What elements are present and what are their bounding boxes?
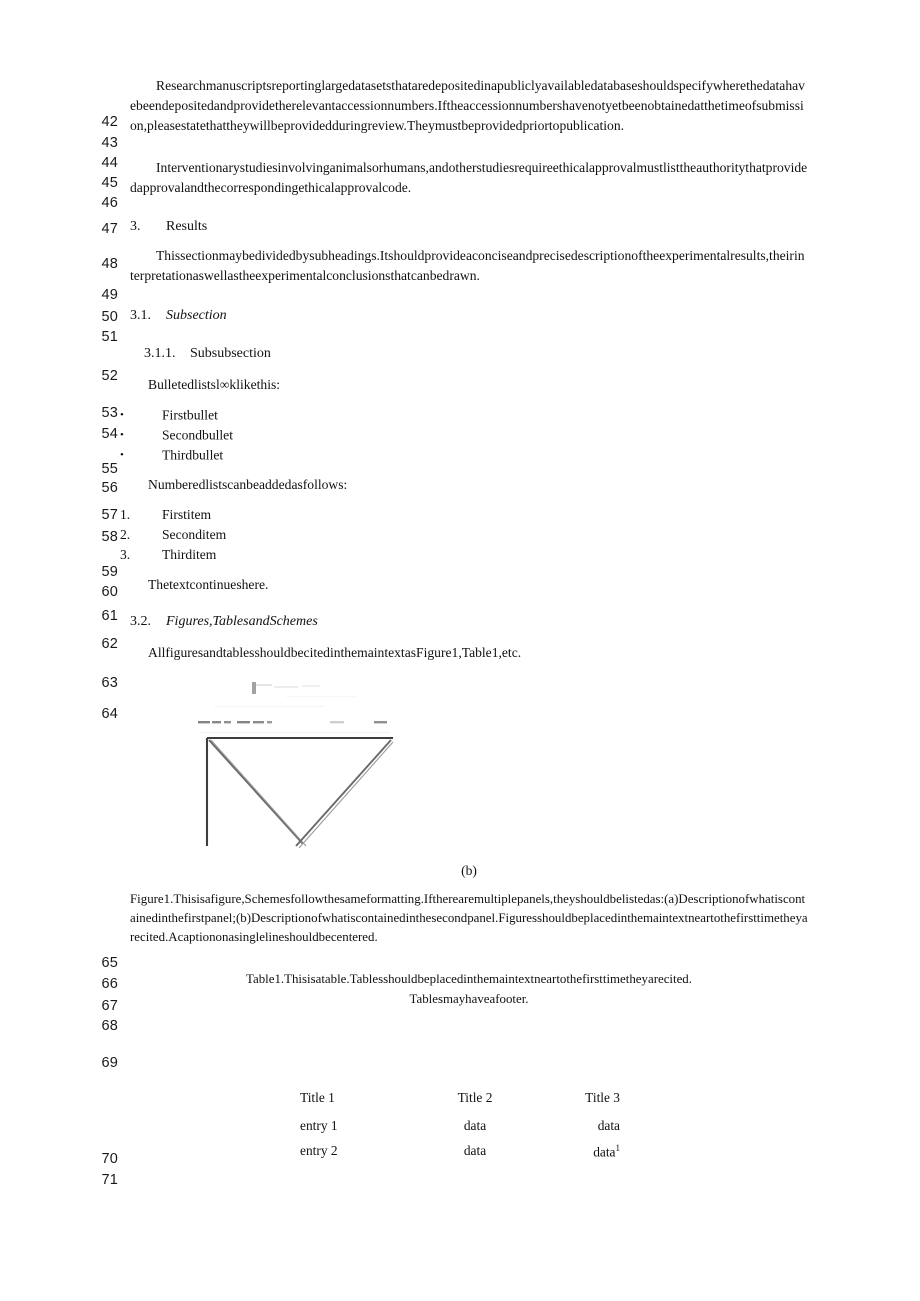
table-footnote-marker: 1 xyxy=(615,1143,620,1153)
number-marker: 1. xyxy=(120,507,131,522)
line-number: 43 xyxy=(101,135,118,151)
line-number: 69 xyxy=(101,1055,118,1071)
table-row xyxy=(300,1137,620,1163)
line-number: 53 xyxy=(101,405,118,421)
table-row xyxy=(300,1114,620,1137)
heading-subsubsection-number: 3.1.1. xyxy=(144,346,176,361)
line-number: 62 xyxy=(101,636,118,652)
line-number: 54 xyxy=(101,426,118,442)
table-cell-entry: entry 2 xyxy=(300,1142,338,1158)
paragraph-figure-citation: AllfiguresandtablesshouldbecitedinthemaintextasFigure1,Table1,etc. xyxy=(148,645,522,660)
table-cell-data: data xyxy=(463,1142,487,1158)
line-number: 70 xyxy=(101,1151,118,1167)
list-item xyxy=(120,525,226,545)
table-cell-data xyxy=(530,1137,620,1163)
figure-panel-label: (b) xyxy=(461,863,477,878)
list-item xyxy=(120,545,216,565)
line-number: 59 xyxy=(101,564,118,580)
list-item-label: Secondbullet xyxy=(162,427,233,443)
list-item xyxy=(120,505,211,525)
table-header-title-3: Title 3 xyxy=(585,1090,620,1105)
line-number: 71 xyxy=(101,1172,118,1188)
heading-figures-number: 3.2. xyxy=(130,614,151,629)
list-item xyxy=(120,405,218,426)
bulleted-list-lead: Bulletedlistsl∞klikethis: xyxy=(148,377,281,392)
figure-faint-title-artifact xyxy=(252,682,320,694)
line-number: 58 xyxy=(101,529,118,545)
line-number: 51 xyxy=(101,329,118,345)
figure-line-drawing xyxy=(190,676,410,854)
paragraph-text-continues: Thetextcontinueshere. xyxy=(148,577,269,592)
table-header-title-2: Title 2 xyxy=(457,1090,493,1105)
table-header-title-1: Title 1 xyxy=(300,1090,335,1105)
paragraph-data-deposit: Researchmanuscriptsreportinglargedatasetsthataredepositedinapubliclyavailabledatabaseshouldspecifywherethedatahavebeendepositedandprovidetherelevantaccessionnumbers.Iftheaccessionnumbershavenotyetbeenobtainedatthetimeofsubmission,pleasestatethattheywillbeprovidedduringreview.Theymustbeprovidedpriortopublication. xyxy=(130,78,805,133)
line-number: 60 xyxy=(101,584,118,600)
table-cell-entry: entry 1 xyxy=(300,1118,338,1133)
heading-subsubsection xyxy=(144,345,271,363)
heading-figures-title: Figures,TablesandSchemes xyxy=(166,614,318,629)
figure-series-descending xyxy=(209,740,303,844)
figure-series-descending-shadow xyxy=(211,740,306,846)
table-cell-data-value: data xyxy=(597,1118,620,1133)
list-item xyxy=(120,445,223,466)
line-number: 45 xyxy=(101,175,118,191)
number-marker: 3. xyxy=(120,547,131,562)
line-number: 42 xyxy=(101,114,118,130)
data-table xyxy=(300,1086,620,1163)
figure-series-ascending xyxy=(296,740,391,846)
line-number: 65 xyxy=(101,955,118,971)
paragraph-ethics-approval: Interventionarystudiesinvolvinganimalsorhumans,andotherstudiesrequireethicalapprovalmustlisttheauthoritythatprovidedapprovalandthecorrespondingethicalapprovalcode. xyxy=(130,160,808,195)
line-number-gutter xyxy=(0,0,118,1301)
list-item-label: Firstbullet xyxy=(162,407,218,423)
line-number: 52 xyxy=(101,368,118,384)
line-number: 50 xyxy=(101,309,118,325)
list-item-label: Seconditem xyxy=(162,527,227,542)
number-marker: 2. xyxy=(120,527,131,542)
line-number: 68 xyxy=(101,1018,118,1034)
figure-caption: Figure1.Thisisafigure,Schemesfollowthesameformatting.Iftherearemultiplepanels,theyshouldbelistedas:(a)Descriptionofwhatiscontainedinthefirstpanel;(b)Descriptionofwhatiscontainedinthesecondpanel.Figuresshouldbeplacedinthemaintextneartothefirsttimetheyarecited.Acaptiononasinglelineshouldbecentered. xyxy=(130,892,808,944)
line-number: 57 xyxy=(101,507,118,523)
line-number: 67 xyxy=(101,998,118,1014)
table-caption-line-2: Tablesmayhaveafooter. xyxy=(409,992,529,1006)
heading-results-number: 3. xyxy=(130,219,141,234)
table-cell-data xyxy=(530,1114,620,1137)
table-cell-data: data xyxy=(463,1118,487,1133)
list-item-label: Thirdbullet xyxy=(162,447,224,463)
heading-subsection-title: Subsection xyxy=(166,308,227,323)
line-number: 48 xyxy=(101,256,118,272)
list-item-label: Thirditem xyxy=(162,547,217,562)
line-number: 46 xyxy=(101,195,118,211)
heading-subsection-number: 3.1. xyxy=(130,308,151,323)
list-item-label: Firstitem xyxy=(162,507,212,522)
line-number: 61 xyxy=(101,608,118,624)
bullet-marker: • xyxy=(120,409,124,421)
line-number: 63 xyxy=(101,675,118,691)
heading-figures-tables-schemes xyxy=(130,613,318,631)
line-number: 64 xyxy=(101,706,118,722)
heading-subsubsection-title: Subsubsection xyxy=(190,346,271,361)
line-number: 49 xyxy=(101,287,118,303)
bullet-marker: • xyxy=(120,449,124,461)
numbered-list-lead: Numberedlistscanbeaddedasfollows: xyxy=(148,477,348,492)
figure-image xyxy=(190,676,410,854)
line-number: 56 xyxy=(101,480,118,496)
line-number: 66 xyxy=(101,976,118,992)
heading-results xyxy=(130,218,207,236)
bullet-marker: • xyxy=(120,429,124,441)
heading-subsection xyxy=(130,307,227,325)
table-header-row xyxy=(300,1086,620,1114)
table-cell-data-value: data xyxy=(593,1144,616,1160)
figure-faint-axis-label-artifact xyxy=(198,721,387,723)
list-item xyxy=(120,425,233,446)
figure-series-ascending-shadow xyxy=(299,742,393,848)
figure-noise-artifact xyxy=(200,696,390,733)
paragraph-results: Thissectionmaybedividedbysubheadings.Itshouldprovideaconciseandprecisedescriptionoftheexperimentalresults,theirinterpretationaswellastheexperimentalconclusionsthatcanbedrawn. xyxy=(130,248,805,283)
line-number: 44 xyxy=(101,155,118,171)
table-caption-line-1: Table1.Thisisatable.Tablesshouldbeplacedinthemaintextneartothefirsttimetheyarecited. xyxy=(246,972,692,986)
line-number: 47 xyxy=(101,221,118,237)
heading-results-title: Results xyxy=(166,219,208,234)
line-number: 55 xyxy=(101,461,118,477)
